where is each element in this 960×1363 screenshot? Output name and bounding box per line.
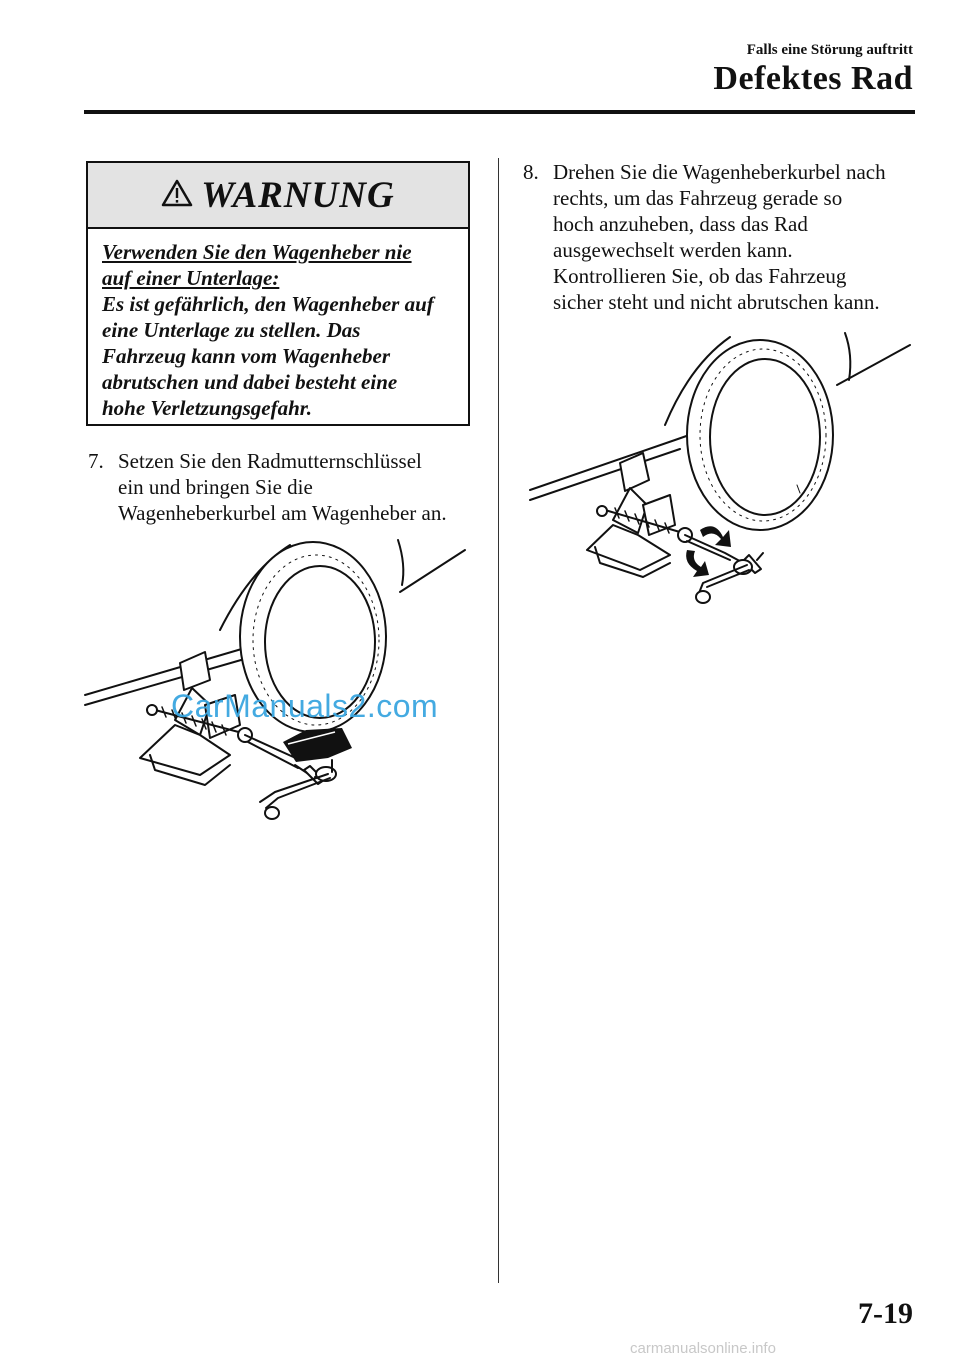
warning-heading-line-2: auf einer Unterlage: [102, 266, 280, 290]
step-line: hoch anzuheben, dass das Rad [553, 212, 808, 236]
warning-text-line-5: hohe Verletzungsgefahr. [102, 396, 313, 420]
warning-triangle-icon [161, 179, 193, 212]
step-number: 7. [88, 449, 104, 473]
warning-box [86, 161, 470, 426]
step-line: Wagenheberkurbel am Wagenheber an. [118, 501, 447, 525]
step-8 [523, 159, 933, 315]
warning-heading-line-1: Verwenden Sie den Wagenheber nie [102, 240, 412, 264]
warning-body [88, 229, 468, 421]
step-line: Kontrollieren Sie, ob das Fahrzeug [553, 264, 847, 288]
page-number: 7-19 [858, 1297, 913, 1330]
footer-watermark: carmanualsonline.info [630, 1340, 776, 1357]
jack-raise-illustration [525, 325, 925, 625]
section-title: Falls eine Störung auftritt [746, 42, 913, 58]
warning-title: WARNUNG [201, 174, 395, 216]
header-rule [84, 110, 915, 114]
jack-crank-illustration [80, 530, 480, 840]
step-line: ein und bringen Sie die [118, 475, 313, 499]
step-line: Setzen Sie den Radmutternschlüssel [118, 449, 422, 473]
step-line: Drehen Sie die Wagenheberkurbel nach [553, 160, 886, 184]
warning-header [88, 163, 468, 229]
warning-text-line-2: eine Unterlage zu stellen. Das [102, 318, 361, 342]
step-line: rechts, um das Fahrzeug gerade so [553, 186, 843, 210]
watermark: CarManuals2.com [171, 688, 439, 724]
step-number: 8. [523, 160, 539, 184]
step-line: ausgewechselt werden kann. [553, 238, 793, 262]
step-line: sicher steht und nicht abrutschen kann. [553, 290, 880, 314]
page-title: Defektes Rad [713, 60, 913, 97]
warning-text-line-3: Fahrzeug kann vom Wagenheber [102, 344, 391, 368]
warning-text-line-1: Es ist gefährlich, den Wagenheber auf [102, 292, 434, 316]
step-7 [88, 448, 488, 526]
warning-text-line-4: abrutschen und dabei besteht eine [102, 370, 398, 394]
column-divider [498, 158, 499, 1283]
